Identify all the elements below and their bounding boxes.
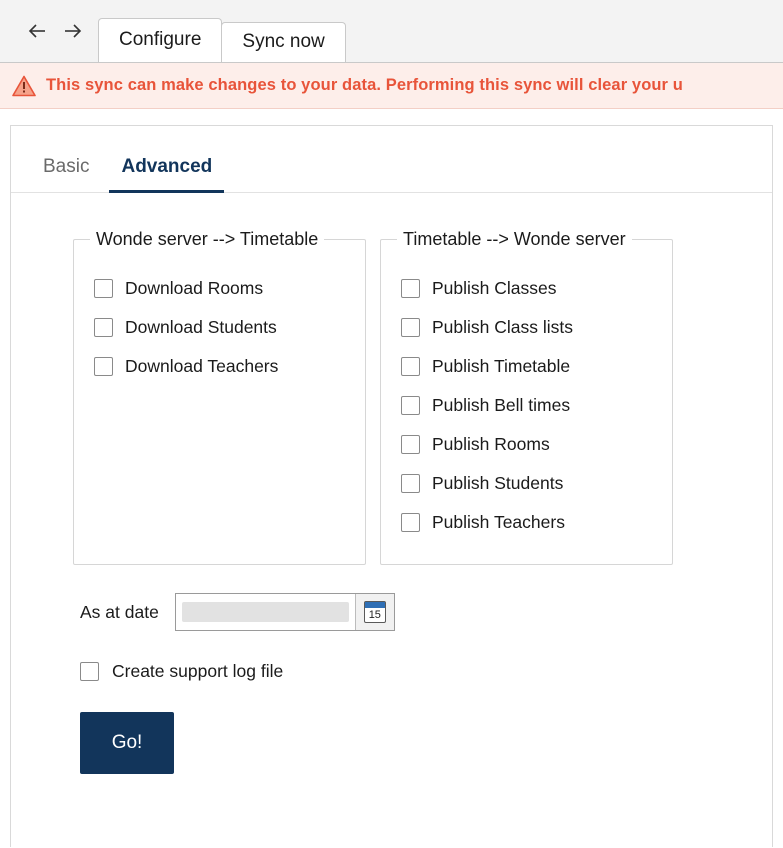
panel-tabs (11, 126, 772, 193)
checkbox-row-publish-students[interactable] (401, 468, 656, 498)
group-timetable-to-wonde-legend: Timetable --> Wonde server (403, 229, 626, 249)
checkbox-download-students[interactable] (94, 318, 113, 337)
checkbox-download-teachers[interactable] (94, 357, 113, 376)
sync-option-groups (11, 229, 772, 565)
label-publish-bell-times: Publish Bell times (432, 394, 571, 415)
calendar-picker-button[interactable] (355, 594, 394, 630)
configure-panel (10, 125, 773, 847)
top-tabs (98, 0, 345, 62)
panel-body (11, 193, 772, 774)
checkbox-publish-class-lists[interactable] (401, 318, 420, 337)
checkbox-create-support-log[interactable] (80, 662, 99, 681)
calendar-day-number: 15 (368, 609, 381, 621)
as-at-date-label: As at date (80, 601, 159, 622)
tab-advanced[interactable] (109, 150, 224, 193)
label-publish-rooms: Publish Rooms (432, 433, 550, 454)
checkbox-row-publish-timetable[interactable] (401, 351, 656, 381)
label-download-teachers: Download Teachers (125, 355, 279, 376)
tab-sync-now-label: Sync now (242, 31, 325, 52)
tab-configure-label: Configure (119, 29, 202, 50)
nav-arrows (0, 20, 98, 62)
checkbox-row-publish-class-lists[interactable] (401, 312, 656, 342)
checkbox-publish-rooms[interactable] (401, 435, 420, 454)
checkbox-download-rooms[interactable] (94, 279, 113, 298)
checkbox-row-download-rooms[interactable] (94, 273, 349, 303)
tab-advanced-label: Advanced (121, 156, 213, 177)
group-wonde-to-timetable (73, 229, 366, 565)
warning-triangle-icon (12, 75, 36, 97)
tab-basic[interactable] (31, 150, 101, 193)
checkbox-publish-students[interactable] (401, 474, 420, 493)
label-publish-classes: Publish Classes (432, 277, 557, 298)
calendar-icon (364, 601, 386, 623)
go-button-wrap (11, 712, 772, 774)
checkbox-row-download-students[interactable] (94, 312, 349, 342)
tab-configure[interactable] (98, 18, 222, 62)
label-publish-timetable: Publish Timetable (432, 355, 571, 376)
label-download-students: Download Students (125, 316, 277, 337)
as-at-date-value[interactable] (182, 602, 349, 622)
support-log-row[interactable] (11, 661, 772, 682)
label-publish-students: Publish Students (432, 472, 564, 493)
checkbox-row-publish-classes[interactable] (401, 273, 656, 303)
checkbox-row-publish-bell-times[interactable] (401, 390, 656, 420)
as-at-date-row (11, 593, 772, 631)
tab-sync-now[interactable] (221, 22, 345, 62)
checkbox-row-download-teachers[interactable] (94, 351, 349, 381)
warning-banner (0, 63, 783, 109)
checkbox-publish-classes[interactable] (401, 279, 420, 298)
label-publish-teachers: Publish Teachers (432, 511, 565, 532)
tab-basic-label: Basic (43, 156, 90, 177)
checkbox-publish-teachers[interactable] (401, 513, 420, 532)
arrow-right-icon[interactable] (62, 20, 84, 42)
checkbox-row-publish-teachers[interactable] (401, 507, 656, 537)
as-at-date-input[interactable] (175, 593, 395, 631)
group-wonde-to-timetable-legend: Wonde server --> Timetable (96, 229, 319, 249)
go-button[interactable]: Go! (80, 712, 174, 774)
checkbox-publish-bell-times[interactable] (401, 396, 420, 415)
label-publish-class-lists: Publish Class lists (432, 316, 574, 337)
checkbox-publish-timetable[interactable] (401, 357, 420, 376)
warning-text: This sync can make changes to your data. Performing this sync will clear your u (46, 76, 683, 94)
label-download-rooms: Download Rooms (125, 277, 264, 298)
arrow-left-icon[interactable] (26, 20, 48, 42)
browser-topbar (0, 0, 783, 63)
label-create-support-log: Create support log file (112, 661, 284, 681)
group-timetable-to-wonde (380, 229, 673, 565)
checkbox-row-publish-rooms[interactable] (401, 429, 656, 459)
